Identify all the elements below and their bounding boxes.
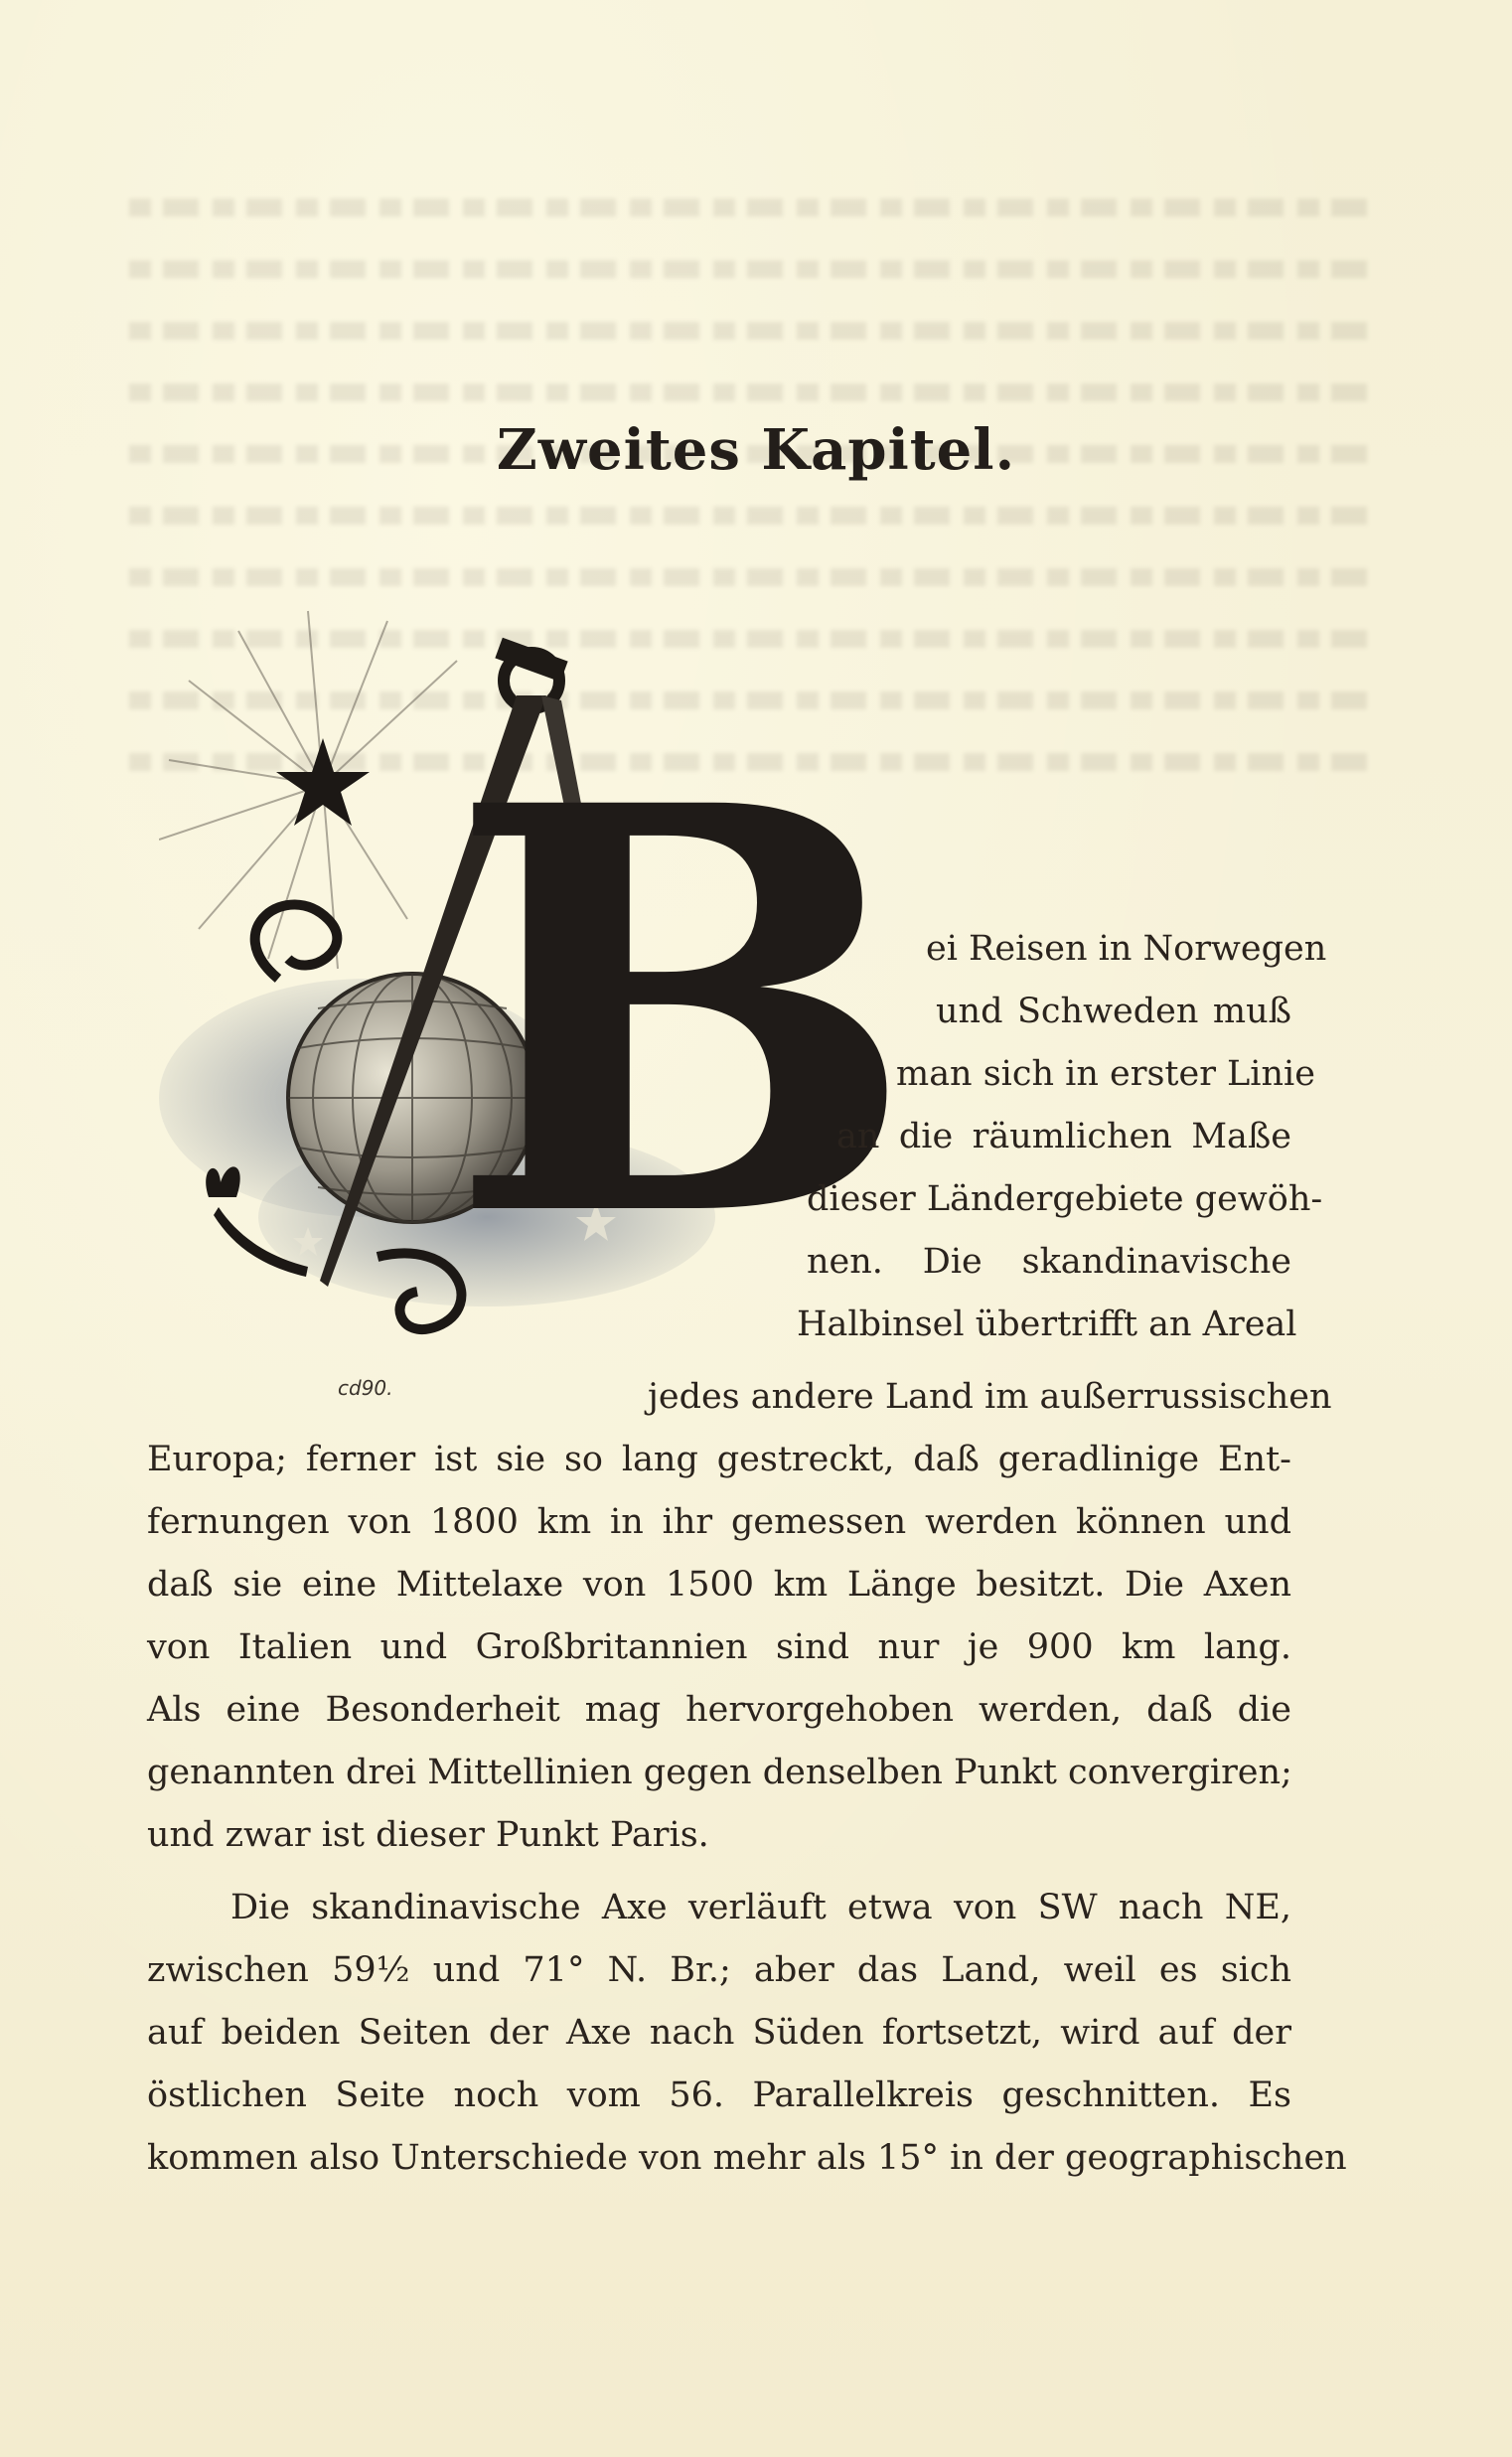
decorated-initial <box>159 601 918 1396</box>
text-line: östlichen Seite noch vom 56. Parallelkreis geschnitten. Es <box>147 2075 1291 2115</box>
text-line: Europa; ferner ist sie so lang gestreckt, daß geradlinige Ent- <box>147 1440 1291 1479</box>
initial-letter: B <box>447 687 918 1340</box>
text-line: kommen also Unterschiede von mehr als 15° in der geographischen <box>147 2138 1347 2178</box>
text-line: Als eine Besonderheit mag hervorgehoben werden, daß die <box>147 1690 1291 1730</box>
text-line: ei Reisen in Norwegen <box>926 929 1327 969</box>
text-line: dieser Ländergebiete gewöh- <box>807 1179 1323 1219</box>
text-line: nen. Die skandinavische <box>807 1242 1291 1282</box>
text-line: daß sie eine Mittelaxe von 1500 km Länge besitzt. Die Axen <box>147 1565 1291 1605</box>
text-line: auf beiden Seiten der Axe nach Süden fortsetzt, wird auf der <box>147 2013 1291 2053</box>
text-line: und Schweden muß <box>936 992 1291 1031</box>
illustrator-mark: cd90. <box>338 1376 393 1400</box>
text-line: fernungen von 1800 km in ihr gemessen werden können und <box>147 1502 1291 1542</box>
text-line: jedes andere Land im außerrussischen <box>648 1377 1332 1417</box>
text-line: man sich in erster Linie <box>896 1054 1315 1094</box>
text-line: genannten drei Mittellinien gegen denselben Punkt convergiren; <box>147 1753 1292 1792</box>
text-line: Halbinsel übertrifft an Areal <box>797 1305 1297 1344</box>
text-line: von Italien und Großbritannien sind nur je 900 km lang. <box>147 1627 1291 1667</box>
star-icon <box>276 738 370 826</box>
text-line: an die räumlichen Maße <box>836 1117 1291 1156</box>
text-line: und zwar ist dieser Punkt Paris. <box>147 1815 709 1855</box>
chapter-title: Zweites Kapitel. <box>496 417 1016 483</box>
text-line: Die skandinavische Axe verläuft etwa von SW nach NE, <box>230 1888 1291 1927</box>
text-line: zwischen 59½ und 71° N. Br.; aber das Land, weil es sich <box>147 1950 1291 1990</box>
